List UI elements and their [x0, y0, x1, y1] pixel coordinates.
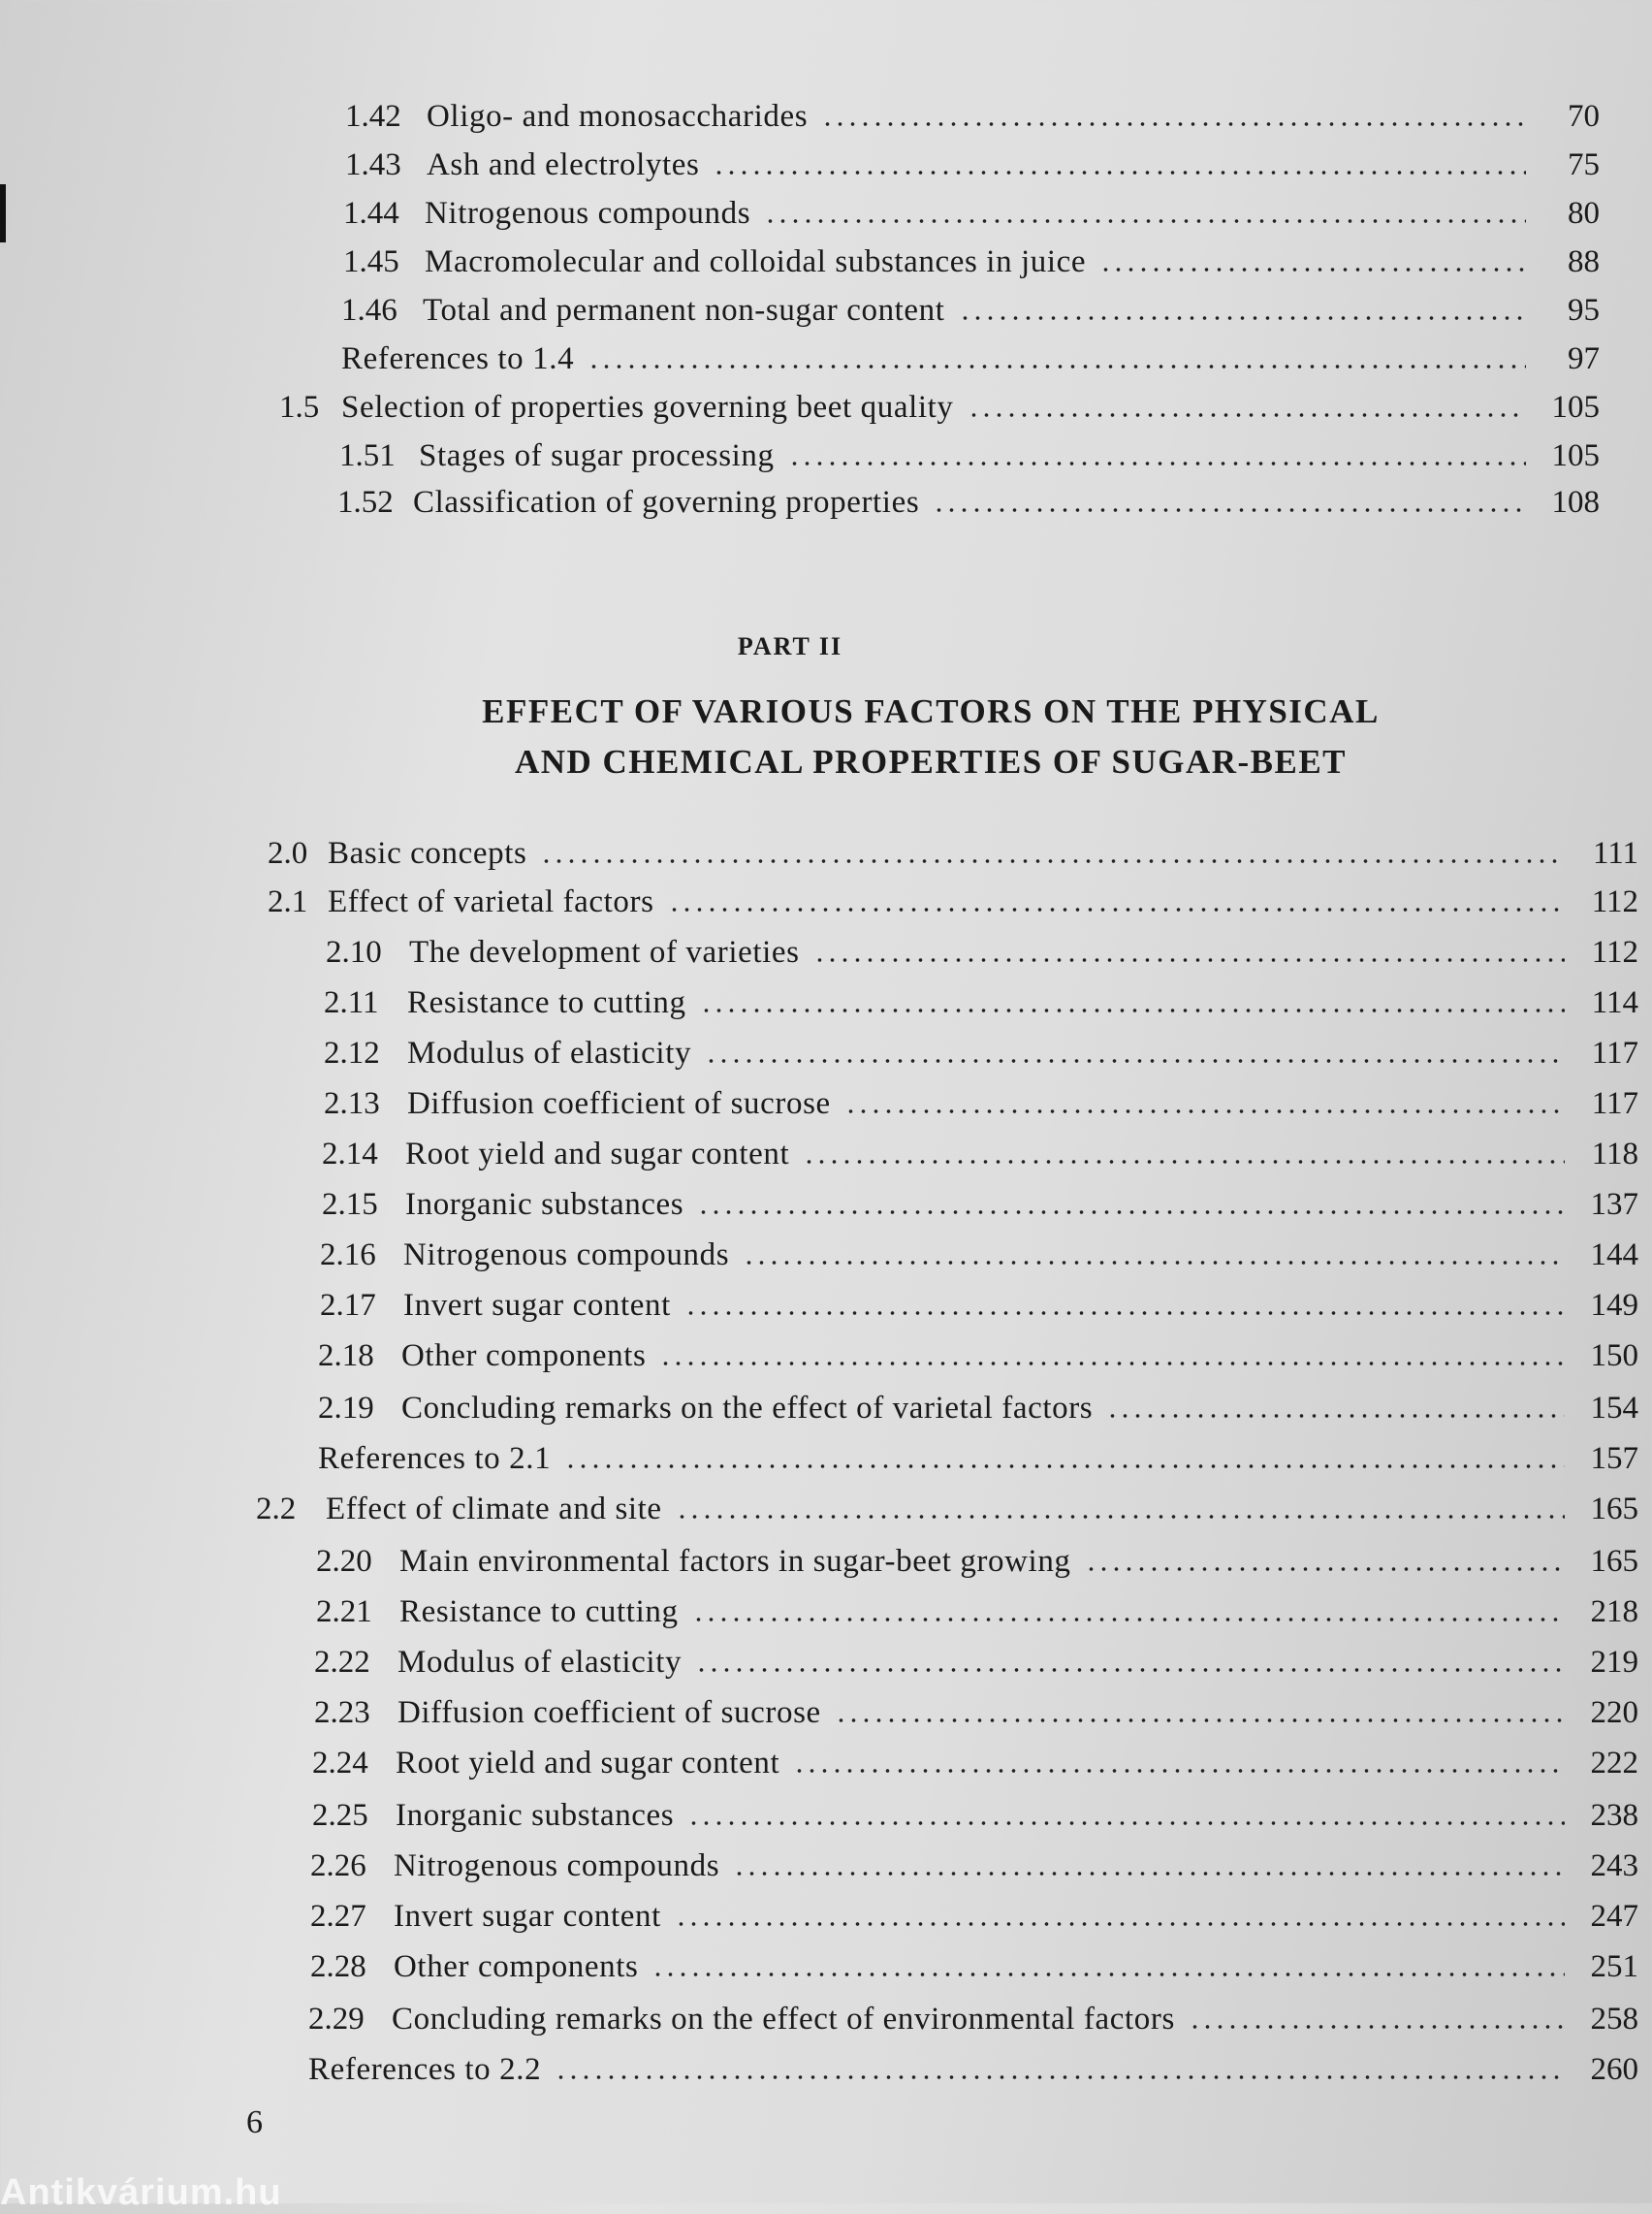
toc-entry-page: 220: [1590, 1695, 1638, 1730]
toc-entry: [314, 1643, 1638, 1682]
toc-entry-page: 247: [1590, 1899, 1638, 1934]
toc-entry: [320, 1235, 1638, 1274]
toc-entry: [322, 1185, 1638, 1224]
toc-entry: [268, 882, 1638, 921]
toc-entry-number: 2.2: [256, 1492, 297, 1526]
toc-entry: [322, 1135, 1638, 1173]
toc-entry-page: 105: [1551, 390, 1600, 425]
toc-entry-page: 95: [1568, 293, 1600, 328]
dot-leader: [968, 408, 1526, 422]
dot-leader: [1189, 2020, 1565, 2034]
dot-leader: [705, 1054, 1565, 1068]
toc-entry-number: 2.20: [316, 1544, 372, 1579]
toc-entry-title: Total and permanent non-sugar content: [423, 293, 945, 328]
toc-entry-page: 154: [1590, 1391, 1638, 1426]
toc-entry: [343, 194, 1600, 233]
toc-entry-page: 118: [1591, 1137, 1638, 1171]
dot-leader: [813, 953, 1565, 967]
toc-entry-page: 243: [1590, 1848, 1638, 1883]
toc-entry-number: 1.42: [345, 99, 401, 134]
toc-entry: [310, 1897, 1638, 1936]
toc-entry-number: 2.11: [324, 985, 379, 1020]
dot-leader: [697, 1205, 1565, 1219]
toc-entry: [345, 97, 1600, 136]
toc-entry: [341, 339, 1600, 378]
dot-leader: [713, 166, 1526, 179]
toc-entry: [268, 834, 1638, 873]
toc-entry-title: References to 2.1: [318, 1441, 552, 1476]
toc-entry-page: 88: [1568, 244, 1600, 279]
toc-entry-number: 2.14: [322, 1137, 378, 1171]
dot-leader: [793, 1764, 1565, 1778]
toc-entry-number: 2.10: [326, 935, 382, 970]
toc-entry-title: Selection of properties governing beet quality: [341, 390, 954, 425]
dot-leader: [564, 1460, 1565, 1473]
toc-entry-title: Macromolecular and colloidal substances in juice: [425, 244, 1087, 279]
toc-entry-page: 238: [1590, 1798, 1638, 1833]
toc-entry-number: 1.51: [339, 438, 396, 473]
toc-entry: [310, 1947, 1638, 1986]
toc-entry-number: 2.21: [316, 1594, 372, 1629]
toc-entry-page: 219: [1590, 1645, 1638, 1680]
toc-entry-page: 149: [1590, 1288, 1638, 1323]
dot-leader: [700, 1004, 1565, 1017]
toc-entry-number: 2.23: [314, 1695, 370, 1730]
toc-entry-title: Nitrogenous compounds: [403, 1237, 730, 1272]
toc-entry-page: 137: [1590, 1187, 1638, 1222]
toc-entry-number: 2.28: [310, 1949, 366, 1984]
toc-entry: [324, 1084, 1638, 1123]
toc-entry-number: 2.15: [322, 1187, 378, 1222]
toc-entry: [318, 1389, 1638, 1428]
toc-entry-number: 1.5: [279, 390, 320, 425]
toc-entry-title: Effect of climate and site: [326, 1492, 662, 1526]
toc-entry-page: 105: [1551, 438, 1600, 473]
toc-entry-title: Nitrogenous compounds: [394, 1848, 720, 1883]
toc-entry: [324, 1034, 1638, 1073]
dot-leader: [788, 457, 1526, 470]
dot-leader: [687, 1816, 1565, 1830]
toc-entry-number: 2.27: [310, 1899, 366, 1934]
toc-entry: [326, 933, 1638, 972]
dot-leader: [675, 1917, 1565, 1931]
dot-leader: [844, 1105, 1565, 1118]
dot-leader: [659, 1357, 1565, 1370]
toc-entry: [314, 1693, 1638, 1732]
toc-entry: [337, 483, 1600, 522]
toc-entry-title: Resistance to cutting: [407, 985, 686, 1020]
part-label: PART II: [737, 632, 843, 660]
dot-leader: [540, 854, 1565, 868]
dot-leader: [684, 1306, 1565, 1320]
toc-entry-title: Diffusion coefficient of sucrose: [397, 1695, 821, 1730]
dot-leader: [803, 1155, 1565, 1169]
toc-entry-number: 1.45: [343, 244, 399, 279]
toc-entry-title: Resistance to cutting: [399, 1594, 679, 1629]
toc-entry-title: Diffusion coefficient of sucrose: [407, 1086, 831, 1121]
dot-leader: [651, 1968, 1565, 1981]
dot-leader: [821, 117, 1526, 131]
toc-entry-page: 260: [1590, 2052, 1638, 2087]
toc-entry-page: 108: [1551, 485, 1600, 520]
toc-entry-number: 2.26: [310, 1848, 366, 1883]
dot-leader: [1099, 263, 1526, 276]
toc-entry-title: Root yield and sugar content: [396, 1746, 780, 1781]
toc-entry-page: 251: [1590, 1949, 1638, 1984]
toc-entry-title: Ash and electrolytes: [427, 147, 700, 182]
toc-entry-number: 2.13: [324, 1086, 380, 1121]
toc-entry: [310, 1846, 1638, 1885]
toc-entry: [341, 291, 1600, 330]
toc-entry-title: Main environmental factors in sugar-beet growing: [399, 1544, 1071, 1579]
toc-entry: [343, 242, 1600, 281]
toc-entry-page: 117: [1591, 1036, 1638, 1071]
dot-leader: [1085, 1562, 1565, 1576]
dot-leader: [555, 2070, 1565, 2084]
toc-entry-page: 117: [1591, 1086, 1638, 1121]
toc-entry-title: The development of varieties: [409, 935, 800, 970]
toc-entry-number: 2.25: [312, 1798, 368, 1833]
toc-entry-title: Root yield and sugar content: [405, 1137, 790, 1171]
dot-leader: [733, 1867, 1565, 1880]
toc-entry: [324, 983, 1638, 1022]
toc-entry-page: 222: [1590, 1746, 1638, 1781]
toc-entry-page: 150: [1590, 1338, 1638, 1373]
toc-entry-page: 112: [1591, 935, 1638, 970]
toc-entry-title: Other components: [394, 1949, 639, 1984]
toc-entry-number: 2.17: [320, 1288, 376, 1323]
toc-entry-title: Modulus of elasticity: [407, 1036, 692, 1071]
toc-entry: [316, 1542, 1638, 1581]
toc-entry-number: 2.18: [318, 1338, 374, 1373]
toc-entry-page: 80: [1568, 196, 1600, 231]
dot-leader: [588, 360, 1526, 373]
watermark: Antikvárium.hu: [0, 2172, 282, 2213]
dot-leader: [959, 311, 1526, 325]
toc-entry: [308, 2000, 1638, 2038]
toc-entry-page: 112: [1591, 884, 1638, 919]
part-title: [427, 687, 1435, 787]
toc-entry-title: Concluding remarks on the effect of varietal factors: [401, 1391, 1094, 1426]
toc-entry: [320, 1286, 1638, 1325]
toc-entry-title: Invert sugar content: [403, 1288, 671, 1323]
page-number: 6: [246, 2104, 263, 2140]
toc-entry-page: 75: [1568, 147, 1600, 182]
toc-entry-title: Basic concepts: [328, 836, 527, 871]
toc-entry-title: Concluding remarks on the effect of environmental factors: [392, 2002, 1175, 2037]
toc-entry-page: 258: [1590, 2002, 1638, 2037]
toc-entry-title: References to 2.2: [308, 2052, 542, 2087]
toc-entry-number: 2.16: [320, 1237, 376, 1272]
toc-entry-title: Oligo- and monosaccharides: [427, 99, 809, 134]
toc-entry-page: 157: [1590, 1441, 1638, 1476]
toc-entry-number: 2.1: [268, 884, 308, 919]
toc-entry-title: Inorganic substances: [396, 1798, 675, 1833]
toc-entry-number: 1.43: [345, 147, 401, 182]
dot-leader: [676, 1510, 1565, 1524]
toc-entry: [339, 436, 1600, 475]
toc-entry-number: 2.29: [308, 2002, 365, 2037]
toc-entry-number: 2.24: [312, 1746, 368, 1781]
toc-entry: [318, 1439, 1638, 1478]
toc-entry-page: 97: [1568, 341, 1600, 376]
toc-entry-page: 111: [1592, 836, 1638, 871]
dot-leader: [668, 903, 1565, 916]
toc-entry-title: Invert sugar content: [394, 1899, 661, 1934]
toc-entry: [256, 1490, 1638, 1528]
toc-entry-number: 1.44: [343, 196, 399, 231]
toc-entry-number: 2.0: [268, 836, 308, 871]
toc-entry-number: 2.22: [314, 1645, 370, 1680]
toc-entry-number: 2.19: [318, 1391, 374, 1426]
dot-leader: [835, 1714, 1565, 1727]
toc-entry: [318, 1336, 1638, 1375]
dot-leader: [1106, 1409, 1565, 1423]
toc-entry-page: 218: [1590, 1594, 1638, 1629]
dot-leader: [695, 1663, 1565, 1677]
part-title-line-2: AND CHEMICAL PROPERTIES OF SUGAR-BEET: [514, 743, 1348, 781]
toc-entry-page: 114: [1591, 985, 1638, 1020]
dot-leader: [692, 1613, 1565, 1626]
toc-entry-title: Effect of varietal factors: [328, 884, 654, 919]
page-edge-mark: [0, 184, 6, 242]
dot-leader: [743, 1256, 1565, 1269]
toc-entry: [308, 2050, 1638, 2089]
part-title-line-1: EFFECT OF VARIOUS FACTORS ON THE PHYSICAL: [482, 692, 1380, 730]
toc-entry-title: Inorganic substances: [405, 1187, 684, 1222]
toc-entry-page: 144: [1590, 1237, 1638, 1272]
toc-entry-number: 1.52: [337, 485, 394, 520]
dot-leader: [933, 503, 1526, 517]
toc-entry: [345, 145, 1600, 184]
dot-leader: [764, 214, 1526, 228]
toc-entry-title: Nitrogenous compounds: [425, 196, 751, 231]
toc-entry-title: Classification of governing properties: [413, 485, 920, 520]
toc-entry: [316, 1592, 1638, 1631]
toc-entry: [312, 1796, 1638, 1835]
toc-entry-number: 1.46: [341, 293, 397, 328]
toc-entry: [279, 388, 1600, 427]
toc-entry-title: Other components: [401, 1338, 647, 1373]
toc-entry-title: Stages of sugar processing: [419, 438, 775, 473]
toc-entry-title: References to 1.4: [341, 341, 575, 376]
toc-entry-page: 165: [1590, 1492, 1638, 1526]
toc-entry-page: 165: [1590, 1544, 1638, 1579]
toc-entry: [312, 1744, 1638, 1782]
toc-entry-title: Modulus of elasticity: [397, 1645, 683, 1680]
toc-entry-number: 2.12: [324, 1036, 380, 1071]
toc-entry-page: 70: [1568, 99, 1600, 134]
